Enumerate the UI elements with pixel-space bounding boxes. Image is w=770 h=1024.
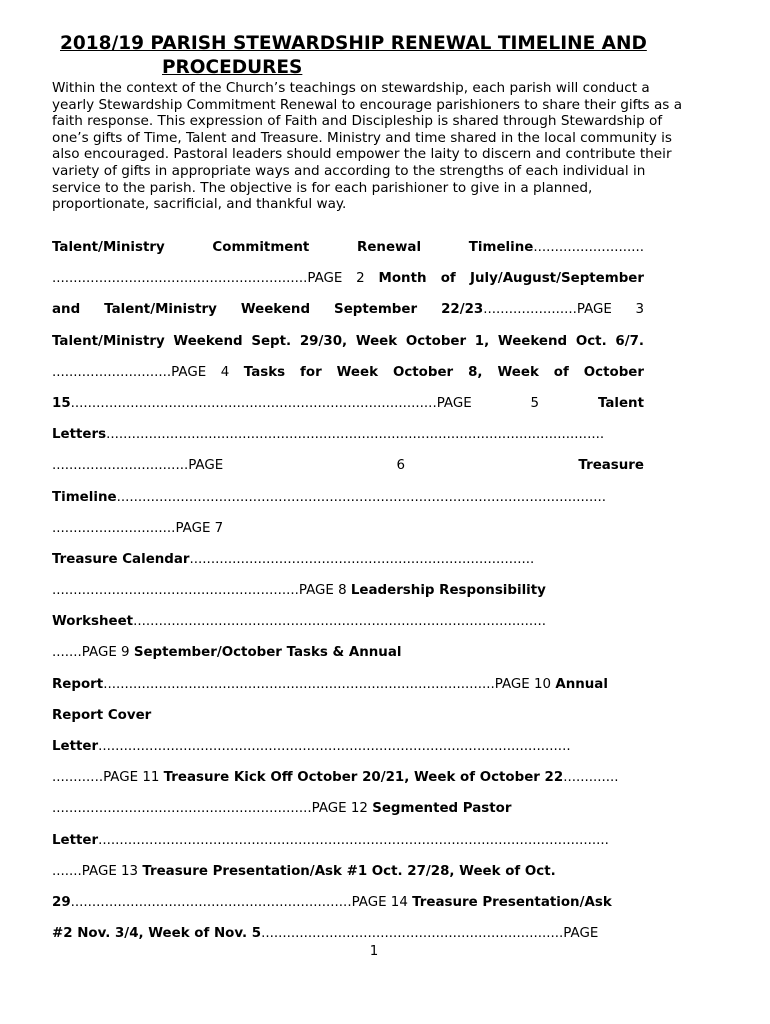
toc-entry-title: 29 — [52, 894, 71, 910]
toc-entry-title: Tasks for Week October 8, Week of October — [243, 364, 644, 380]
toc-line — [52, 394, 644, 425]
toc-line — [52, 612, 644, 643]
toc-line — [52, 363, 644, 394]
toc-entry-title: Leadership Responsibility — [350, 583, 546, 599]
toc-entry-title: Treasure Calendar — [52, 551, 190, 567]
toc-line — [52, 643, 644, 674]
title-line-2: PROCEDURES — [162, 57, 303, 78]
toc-entry-title: Month of July/August/September — [378, 271, 644, 287]
toc-line — [52, 425, 644, 456]
toc-leader: ......................PAGE 3 — [483, 302, 644, 318]
toc-entry-title: Letter — [52, 739, 99, 754]
toc-leader: .......................................................................PAGE — [261, 926, 599, 942]
toc-entry-title: Worksheet — [52, 614, 134, 630]
toc-leader: ............................................................PAGE 2 — [52, 271, 379, 287]
toc-leader: ................................................................................................................... — [116, 489, 607, 505]
toc-entry-title: Report Cover — [52, 707, 152, 723]
page-number: 1 — [369, 944, 379, 959]
toc-line — [52, 706, 644, 737]
toc-entry-title: September/October Tasks & Annual — [133, 645, 402, 661]
toc-entry-title: Talent — [597, 395, 644, 411]
toc-leader: ............PAGE 11 — [52, 770, 164, 786]
toc-entry-title: 15 — [52, 395, 71, 411]
toc-leader: .......PAGE 13 — [52, 863, 143, 879]
toc-entry-title: #2 Nov. 3/4, Week of Nov. 5 — [52, 926, 262, 942]
toc-entry-title: Treasure Kick Off October 20/21, Week of October 22 — [163, 770, 564, 786]
toc-leader: ................................................................................. — [189, 551, 535, 567]
toc-leader: ......................................................................................PAGE 5 — [70, 395, 598, 411]
toc-line — [52, 581, 644, 612]
toc-leader: .............................PAGE 7 — [52, 520, 224, 536]
toc-line — [52, 488, 644, 519]
toc-line — [52, 550, 644, 581]
toc-line — [52, 862, 644, 893]
toc-leader: ..................................................................PAGE 14 — [70, 894, 413, 910]
intro-paragraph: Within the context of the Church’s teachings on stewardship, each parish will conduct a yearly Stewardship Commitment Renewal to encourage parishioners to share their gifts as a faith response. This expression of Faith and Discipleship is shared through Stewardship of one’s gifts of Time, Talent and Treasure. Ministry and time shared in the local community is also encouraged. Pastoral leaders should empower the laity to discern and contribute their variety of gifts in appropriate ways and according to the strengths of each individual in service to the parish. The objective is for each parishioner to give in a planned, proportionate, sacrificial, and thankful way. — [52, 80, 683, 213]
toc-entry-title: Treasure Presentation/Ask #1 Oct. 27/28, Week of Oct. — [142, 863, 556, 879]
toc-entry-title: Timeline — [52, 489, 117, 505]
toc-leader: .......................... — [533, 240, 644, 255]
toc-leader: ............................................................................................PAGE 10 — [103, 676, 556, 692]
table-of-contents — [52, 238, 644, 955]
toc-line — [52, 456, 644, 487]
toc-leader: ............................................................................................................... — [98, 739, 571, 754]
toc-line — [52, 737, 644, 768]
toc-leader: ..................................................................................................................... — [106, 427, 605, 443]
toc-entry-title: and Talent/Ministry Weekend September 22/23 — [52, 302, 484, 318]
toc-entry-title: Report — [52, 676, 104, 692]
toc-line — [52, 831, 644, 862]
toc-line — [52, 269, 644, 300]
toc-line — [52, 893, 644, 924]
toc-leader: ..........................................................PAGE 8 — [52, 583, 351, 599]
toc-line — [52, 238, 644, 269]
toc-entry-title: Annual — [555, 676, 608, 692]
toc-leader: .......PAGE 9 — [52, 645, 134, 661]
toc-entry-title: Letters — [52, 427, 107, 443]
toc-line — [52, 300, 644, 331]
toc-entry-title: Treasure Presentation/Ask — [412, 894, 612, 910]
title-line-1: 2018/19 PARISH STEWARDSHIP RENEWAL TIMELINE AND — [60, 33, 647, 54]
toc-leader: ............. — [563, 770, 619, 786]
toc-entry-title: Talent/Ministry Commitment Renewal Timeline — [52, 240, 534, 255]
toc-leader: ................................................................................................. — [133, 614, 546, 630]
toc-entry-title: Talent/Ministry Weekend Sept. 29/30, Week October 1, Weekend Oct. 6/7. — [52, 333, 644, 349]
toc-line — [52, 332, 644, 363]
toc-line — [52, 799, 644, 830]
toc-entry-title: Letter — [52, 832, 99, 848]
toc-leader: ........................................................................................................................ — [98, 832, 609, 848]
toc-leader: ................................PAGE 6 — [52, 458, 579, 474]
toc-leader: ............................PAGE 4 — [52, 364, 244, 380]
toc-entry-title: Segmented Pastor — [372, 801, 512, 817]
toc-leader: .............................................................PAGE 12 — [52, 801, 373, 817]
toc-line — [52, 768, 644, 799]
document-title — [60, 32, 740, 80]
toc-line — [52, 519, 644, 550]
toc-line — [52, 675, 644, 706]
toc-entry-title: Treasure — [578, 458, 644, 474]
